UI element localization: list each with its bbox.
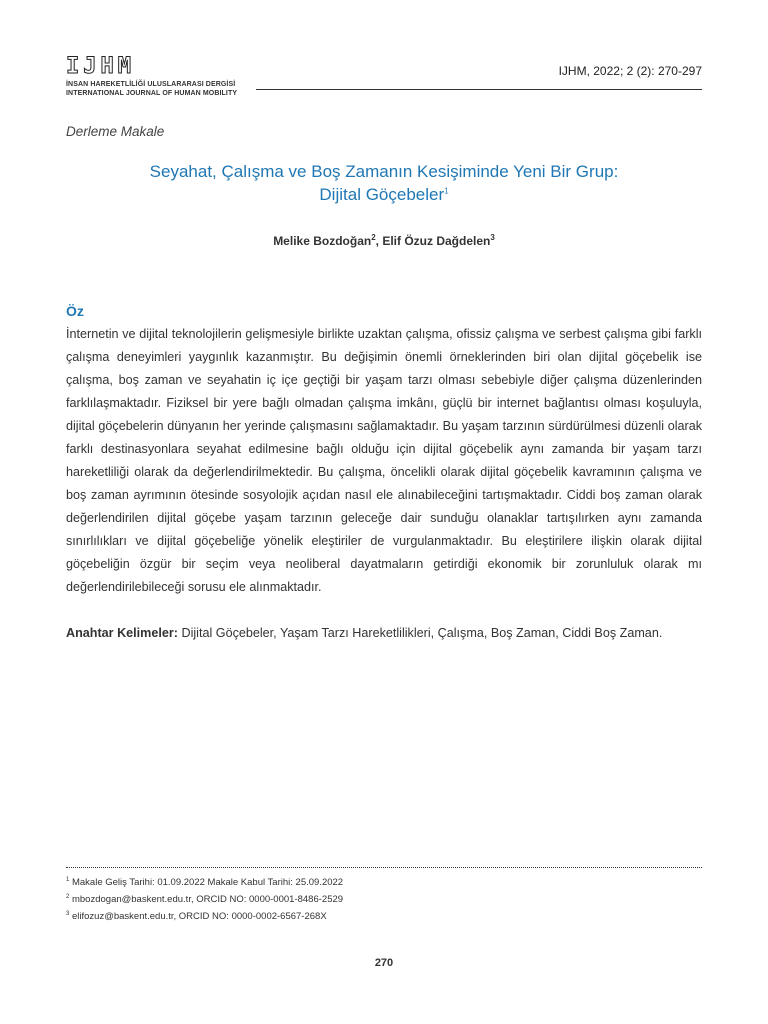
footnote-divider bbox=[66, 867, 702, 868]
title-line-2 bbox=[66, 183, 702, 206]
author-separator: , bbox=[375, 234, 383, 248]
footnote-3-mark: 3 bbox=[66, 910, 70, 917]
footnote-2-text: mbozdogan@baskent.edu.tr, ORCID NO: 0000-0001-8486-2529 bbox=[69, 894, 344, 905]
logo-mark: IJHM bbox=[66, 54, 135, 79]
page-number: 270 bbox=[374, 957, 394, 969]
author-1-mark: 2 bbox=[371, 233, 376, 242]
title-line-2-text: Dijital Göçebeler bbox=[319, 185, 445, 204]
article-type: Derleme Makale bbox=[66, 124, 165, 139]
abstract-heading: Öz bbox=[66, 303, 84, 319]
author-list bbox=[66, 234, 702, 248]
header-divider bbox=[256, 89, 702, 90]
keywords-text: Dijital Göçebeler, Yaşam Tarzı Hareketlilikleri, Çalışma, Boş Zaman, Ciddi Boş Zaman. bbox=[177, 626, 663, 640]
footnote-2-mark: 2 bbox=[66, 893, 70, 900]
title-footnote-mark: 1 bbox=[444, 186, 449, 196]
footnote-3-text: elifozuz@baskent.edu.tr, ORCID NO: 0000-0002-6567-268X bbox=[69, 911, 327, 922]
footnotes bbox=[66, 874, 343, 925]
abstract-text: İnternetin ve dijital teknolojilerin gelişmesiyle birlikte uzaktan çalışma, ofissiz çalışma ve serbest çalışma gibi farklı çalışma deneyimleri yaygınlık kazanmıştır. Bu değişimin önemli örneklerinden biri olan dijital göçebelik ise çalışma, boş zaman ve seyahatin iç içe geçtiği bir yaşam tarzı olması sebebiyle diğer çalışma düzenlerinden farklılaşmaktadır. Fiziksel bir yere bağlı olmadan çalışma imkânı, güçlü bir internet bağlantısı olması koşuluyla, dijital göçebelerin dünyanın her yerinde çalışmasını sağlamaktadır. Bu yaşam tarzının sürdürülmesi düzenli olarak farklı destinasyonlara seyahat edilmesine bağlı olduğu için dijital göçebelik aynı zamanda bir yaşam tarzı hareketliliği olarak da değerlendirilmektedir. Bu çalışma, öncelikli olarak dijital göçebelik kavramının çalışma ve boş zaman ayrımının ötesinde sosyolojik açıdan nasıl ele alınabileceğini tartışmaktadır. Ciddi boş zaman olarak değerlendirilen dijital göçebe yaşam tarzının geleceğe dair sunduğu olanaklar tartışılırken aynı zamanda sınırlılıkları ve dijital göçebeliğe yönelik eleştiriler de vurgulanmaktadır. Bu eleştirilere ilişkin olarak dijital göçebeliğin özgür bir seçim veya neoliberal dayatmaların getirdiği ekonomik bir zorunluluk olarak mı değerlendirilebileceği sorusu ele alınmaktadır. bbox=[66, 327, 702, 594]
footnote-1 bbox=[66, 874, 343, 891]
author-2: Elif Özuz Dağdelen bbox=[382, 234, 491, 248]
journal-header bbox=[66, 56, 702, 96]
footnote-3 bbox=[66, 908, 343, 925]
journal-reference: IJHM, 2022; 2 (2): 270-297 bbox=[558, 64, 702, 78]
journal-logo bbox=[66, 56, 237, 98]
logo-subtitle-en: INTERNATIONAL JOURNAL OF HUMAN MOBILITY bbox=[66, 90, 238, 97]
keywords bbox=[66, 626, 702, 640]
footnote-1-mark: 1 bbox=[66, 876, 70, 883]
title-line-1: Seyahat, Çalışma ve Boş Zamanın Kesişiminde Yeni Bir Grup: bbox=[149, 162, 619, 181]
footnote-1-text: Makale Geliş Tarihi: 01.09.2022 Makale Kabul Tarihi: 25.09.2022 bbox=[69, 877, 344, 888]
logo-subtitle-tr: İNSAN HAREKETLİLİĞİ ULUSLARARASI DERGİSİ bbox=[66, 81, 236, 88]
keywords-label: Anahtar Kelimeler: bbox=[66, 626, 178, 640]
author-1: Melike Bozdoğan bbox=[273, 234, 372, 248]
article-title bbox=[66, 160, 702, 206]
author-2-mark: 3 bbox=[490, 233, 495, 242]
footnote-2 bbox=[66, 891, 343, 908]
